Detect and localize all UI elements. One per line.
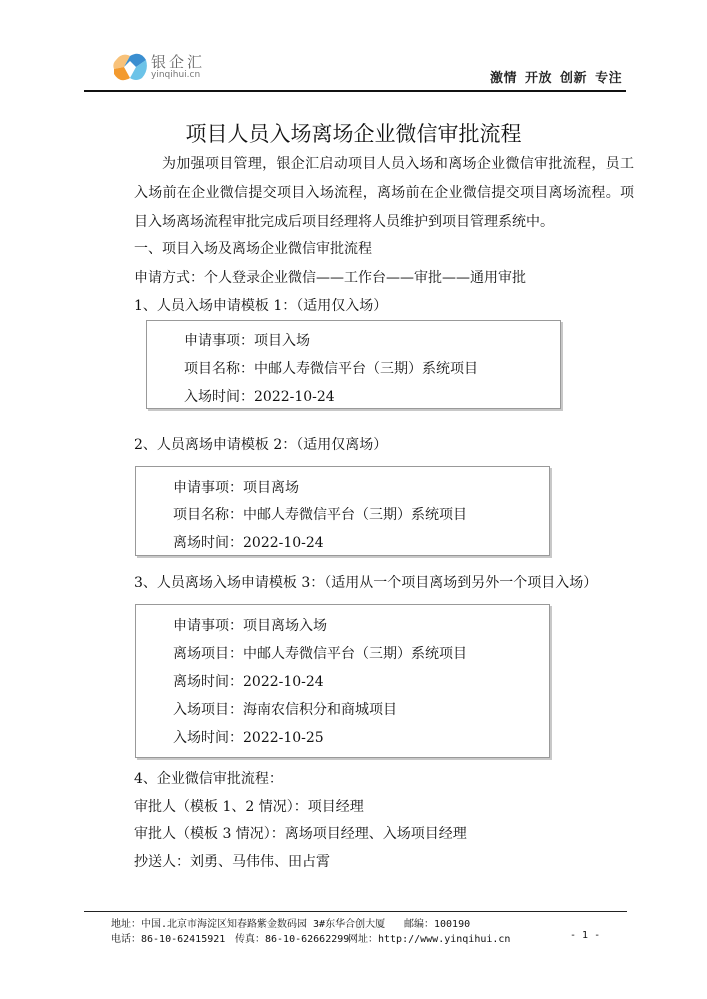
template3-row: 入场项目：海南农信积分和商城项目 [173,702,397,718]
footer-fax: 传真：86-10-62662299 [235,934,350,945]
section4-heading: 4、企业微信审批流程： [134,771,283,787]
intro-paragraph: 为加强项目管理，银企汇启动项目人员入场和离场企业微信审批流程，员工入场前在企业微信提交项目入场流程，离场前在企业微信提交项目离场流程。项目入场离场流程审批完成后项目经理将人员维护到项目管理系统中。 [134,156,634,230]
logo-icon [112,50,148,84]
approver-template-3: 审批人（模板 3 情况）：离场项目经理、入场项目经理 [134,826,467,842]
footer-website: 网址：http://www.yinqihui.cn [348,934,511,945]
template3-heading: 3、人员离场入场申请模板 3：（适用从一个项目离场到另外一个项目入场） [134,575,598,591]
logo-name-cn: 银企汇 [151,53,206,71]
template3-row: 入场时间：2022-10-25 [173,730,324,746]
apply-method: 申请方式：个人登录企业微信——工作台——审批——通用审批 [134,270,526,286]
cc-list: 抄送人：刘勇、马伟伟、田占霄 [134,854,330,870]
template3-row: 申请事项：项目离场入场 [173,618,327,634]
template3-box [135,604,550,758]
document-title: 项目人员入场离场企业微信审批流程 [185,122,522,146]
slogan: 激情 开放 创新 专注 [490,71,623,86]
template2-heading: 2、人员离场申请模板 2：（适用仅离场） [134,437,388,453]
template1-row: 申请事项：项目入场 [184,333,310,349]
template1-box [146,320,561,409]
template1-row: 项目名称：中邮人寿微信平台（三期）系统项目 [184,361,478,377]
template1-heading: 1、人员入场申请模板 1：（适用仅入场） [134,298,388,314]
header-rule [84,90,626,92]
footer-rule [84,911,627,912]
section1-heading: 一、项目入场及离场企业微信审批流程 [134,241,372,257]
footer-phone: 电话：86-10-62415921 [111,934,226,945]
template2-row: 申请事项：项目离场 [173,480,299,496]
template2-row: 项目名称：中邮人寿微信平台（三期）系统项目 [173,507,467,523]
template2-box [135,466,550,556]
page-number: - 1 - [570,930,601,941]
template3-row: 离场项目：中邮人寿微信平台（三期）系统项目 [173,646,467,662]
approver-template-1-2: 审批人（模板 1、2 情况）：项目经理 [134,799,364,815]
logo-name-en: yinqihui.cn [151,70,201,80]
footer-address: 地址：中国.北京市海淀区知春路紫金数码园 3#东华合创大厦 [111,919,386,930]
footer-postcode: 邮编：100190 [404,919,471,930]
template3-row: 离场时间：2022-10-24 [173,674,324,690]
template1-row: 入场时间：2022-10-24 [184,389,335,405]
template2-row: 离场时间：2022-10-24 [173,535,324,551]
